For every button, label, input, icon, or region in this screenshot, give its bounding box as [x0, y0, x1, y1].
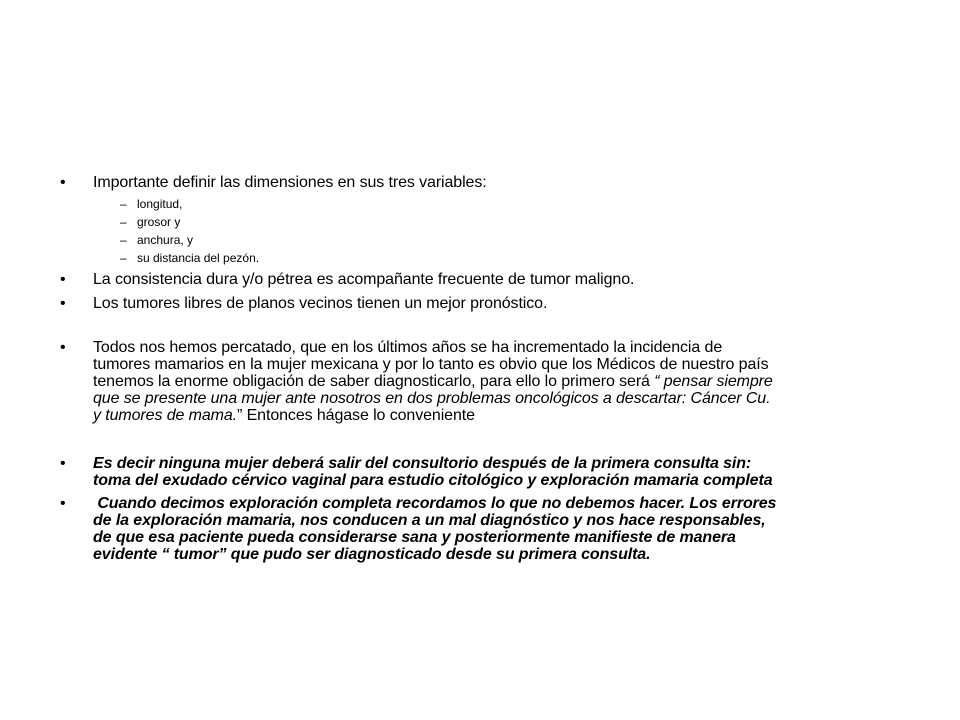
bullet-line: tumores mamarios en la mujer mexicana y por lo tanto es obvio que los Médicos de nuestro país: [93, 356, 769, 373]
bullet-icon: •: [60, 174, 66, 191]
dash-icon: –: [120, 251, 127, 265]
bullet-line: de que esa paciente pueda considerarse sana y posteriormente manifieste de manera: [93, 529, 736, 546]
bullet-line: que se presente una mujer ante nosotros en dos problemas oncológicos a descartar: Cáncer Cu.: [93, 390, 771, 407]
dash-icon: –: [120, 233, 127, 247]
bullet-text: [93, 495, 920, 563]
bullet-icon: •: [60, 495, 66, 512]
dash-icon: –: [120, 215, 127, 229]
text-run: ” Entonces hágase lo conveniente: [237, 407, 475, 424]
sub-item-longitud: [120, 197, 720, 211]
bullet-text: [93, 174, 920, 191]
text-run-italic: “ pensar siempre: [654, 373, 773, 390]
sub-item-text: su distancia del pezón.: [137, 251, 260, 265]
bullet-line: toma del exudado cérvico vaginal para estudio citológico y exploración mamaria completa: [93, 472, 773, 489]
text-run: tenemos la enorme obligación de saber diagnosticarlo, para ello lo primero será: [93, 373, 655, 390]
bullet-text: [93, 455, 920, 489]
bullet-icon: •: [60, 339, 66, 356]
bullet-text: [93, 339, 920, 424]
bullet-line: evidente “ tumor” que pudo ser diagnosticado desde su primera consulta.: [93, 546, 651, 563]
sub-item-distancia: [120, 251, 720, 265]
bullet-text: [93, 271, 920, 288]
text-run-italic: y tumores de mama.: [93, 407, 238, 424]
bullet-line: Cuando decimos exploración completa recordamos lo que no debemos hacer. Los errores: [93, 495, 777, 512]
bullet-icon: •: [60, 271, 66, 288]
bullet-icon: •: [60, 295, 66, 312]
bullet-line: de la exploración mamaria, nos conducen a un mal diagnóstico y nos hace responsables,: [93, 512, 766, 529]
bullet-item-percatado: [60, 339, 920, 424]
bullet-icon: •: [60, 455, 66, 472]
bullet-item-exploracion: [60, 495, 920, 563]
sub-item-text: grosor y: [137, 215, 181, 229]
sub-item-text: longitud,: [137, 197, 183, 211]
bullet-line: [93, 407, 920, 424]
bullet-item-ninguna-mujer: [60, 455, 920, 489]
bullet-item-consistencia: [60, 271, 920, 288]
bullet-item-tumores-libres: [60, 295, 920, 312]
bullet-line: Es decir ninguna mujer deberá salir del consultorio después de la primera consulta sin:: [93, 455, 752, 472]
bullet-item-dimensions: [60, 174, 920, 191]
bullet-line: Los tumores libres de planos vecinos tienen un mejor pronóstico.: [93, 295, 548, 312]
bullet-text: [93, 295, 920, 312]
bullet-line: Todos nos hemos percatado, que en los últimos años se ha incrementado la incidencia de: [93, 339, 723, 356]
bullet-line: La consistencia dura y/o pétrea es acompañante frecuente de tumor maligno.: [93, 271, 635, 288]
sub-item-text: anchura, y: [137, 233, 194, 247]
bullet-line: [93, 373, 920, 390]
bullet-line: Importante definir las dimensiones en sus tres variables:: [93, 174, 487, 191]
sub-item-anchura: [120, 233, 720, 247]
dash-icon: –: [120, 197, 127, 211]
sub-item-grosor: [120, 215, 720, 229]
